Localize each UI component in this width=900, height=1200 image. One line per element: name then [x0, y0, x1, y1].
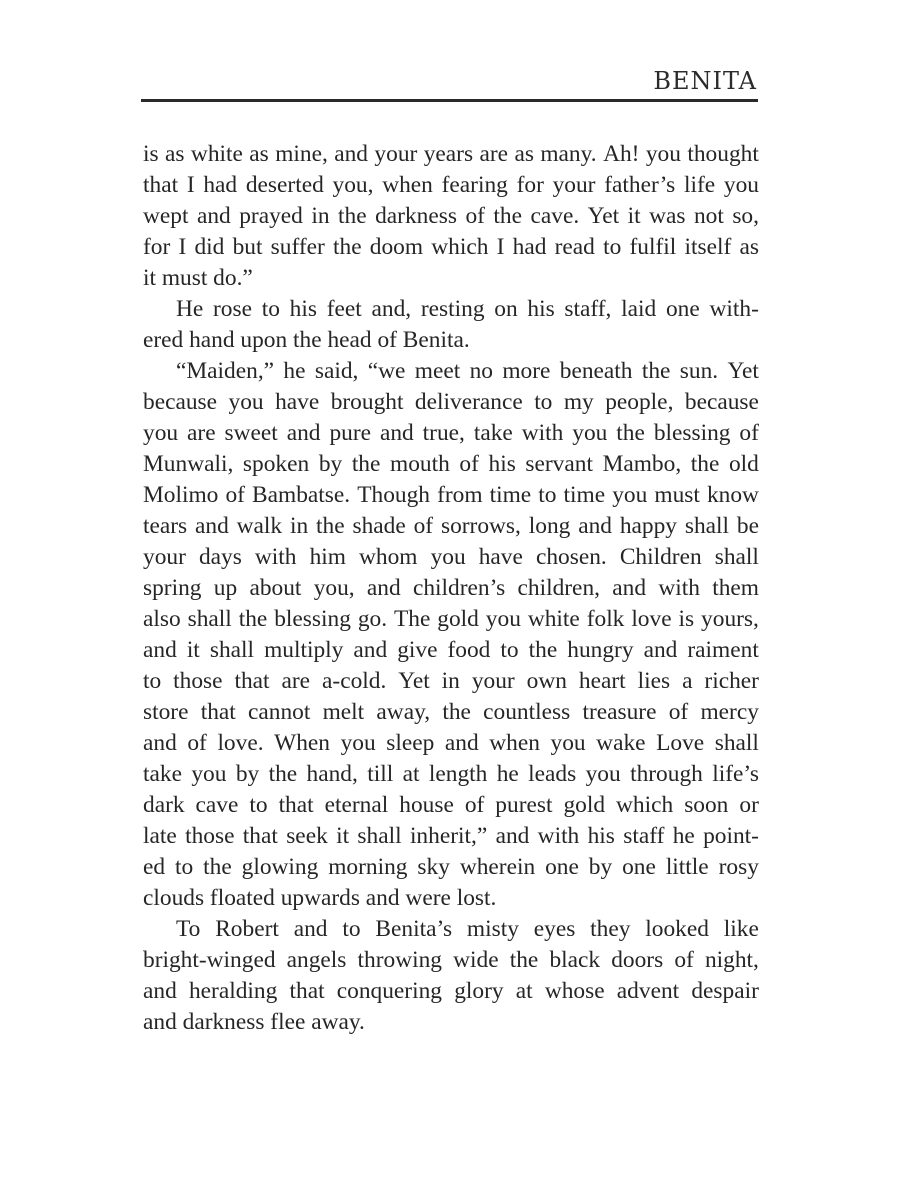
text-line: and it shall multiply and give food to the hungry and raiment [143, 637, 759, 663]
text-line: you are sweet and pure and true, take with you the blessing of [143, 420, 759, 446]
paragraph [143, 356, 759, 914]
text-line: ed to the glowing morning sky wherein one by one little rosy [143, 854, 759, 880]
text-line: clouds floated upwards and were lost. [143, 885, 497, 911]
text-line: ered hand upon the head of Benita. [143, 327, 470, 353]
text-line: store that cannot melt away, the countless treasure of mercy [143, 699, 759, 725]
text-line: To Robert and to Benita’s misty eyes they looked like [176, 916, 759, 942]
text-line: and of love. When you sleep and when you wake Love shall [143, 730, 759, 756]
text-line: that I had deserted you, when fearing for your father’s life you [143, 172, 759, 198]
text-line: take you by the hand, till at length he leads you through life’s [143, 761, 759, 787]
running-head: BENITA [653, 67, 757, 95]
header-rule [141, 99, 758, 102]
text-line: Munwali, spoken by the mouth of his servant Mambo, the old [143, 451, 759, 477]
text-line: “Maiden,” he said, “we meet no more beneath the sun. Yet [176, 358, 759, 384]
text-line: your days with him whom you have chosen. Children shall [143, 544, 759, 570]
text-line: for I did but suffer the doom which I had read to fulfil itself as [143, 234, 759, 260]
text-line: it must do.” [143, 265, 253, 291]
text-line: because you have brought deliverance to my people, because [143, 389, 759, 415]
text-line: spring up about you, and children’s children, and with them [143, 575, 759, 601]
paragraph [143, 914, 759, 1038]
text-line: dark cave to that eternal house of purest gold which soon or [143, 792, 759, 818]
text-line: tears and walk in the shade of sorrows, long and happy shall be [143, 513, 759, 539]
text-line: Molimo of Bambatse. Though from time to time you must know [143, 482, 759, 508]
text-line: wept and prayed in the darkness of the cave. Yet it was not so, [143, 203, 759, 229]
text-line: to those that are a-cold. Yet in your own heart lies a richer [143, 668, 759, 694]
text-line: late those that seek it shall inherit,” and with his staff he point- [143, 823, 759, 849]
body-text [143, 139, 759, 1038]
text-line: and heralding that conquering glory at whose advent despair [143, 978, 759, 1004]
paragraph [143, 294, 759, 356]
text-line: and darkness flee away. [143, 1009, 365, 1035]
paragraph [143, 139, 759, 294]
text-line: bright-winged angels throwing wide the black doors of night, [143, 947, 759, 973]
text-line: also shall the blessing go. The gold you white folk love is yours, [143, 606, 759, 632]
text-line: He rose to his feet and, resting on his staff, laid one with- [176, 296, 759, 322]
text-line: is as white as mine, and your years are as many. Ah! you thought [143, 141, 759, 167]
